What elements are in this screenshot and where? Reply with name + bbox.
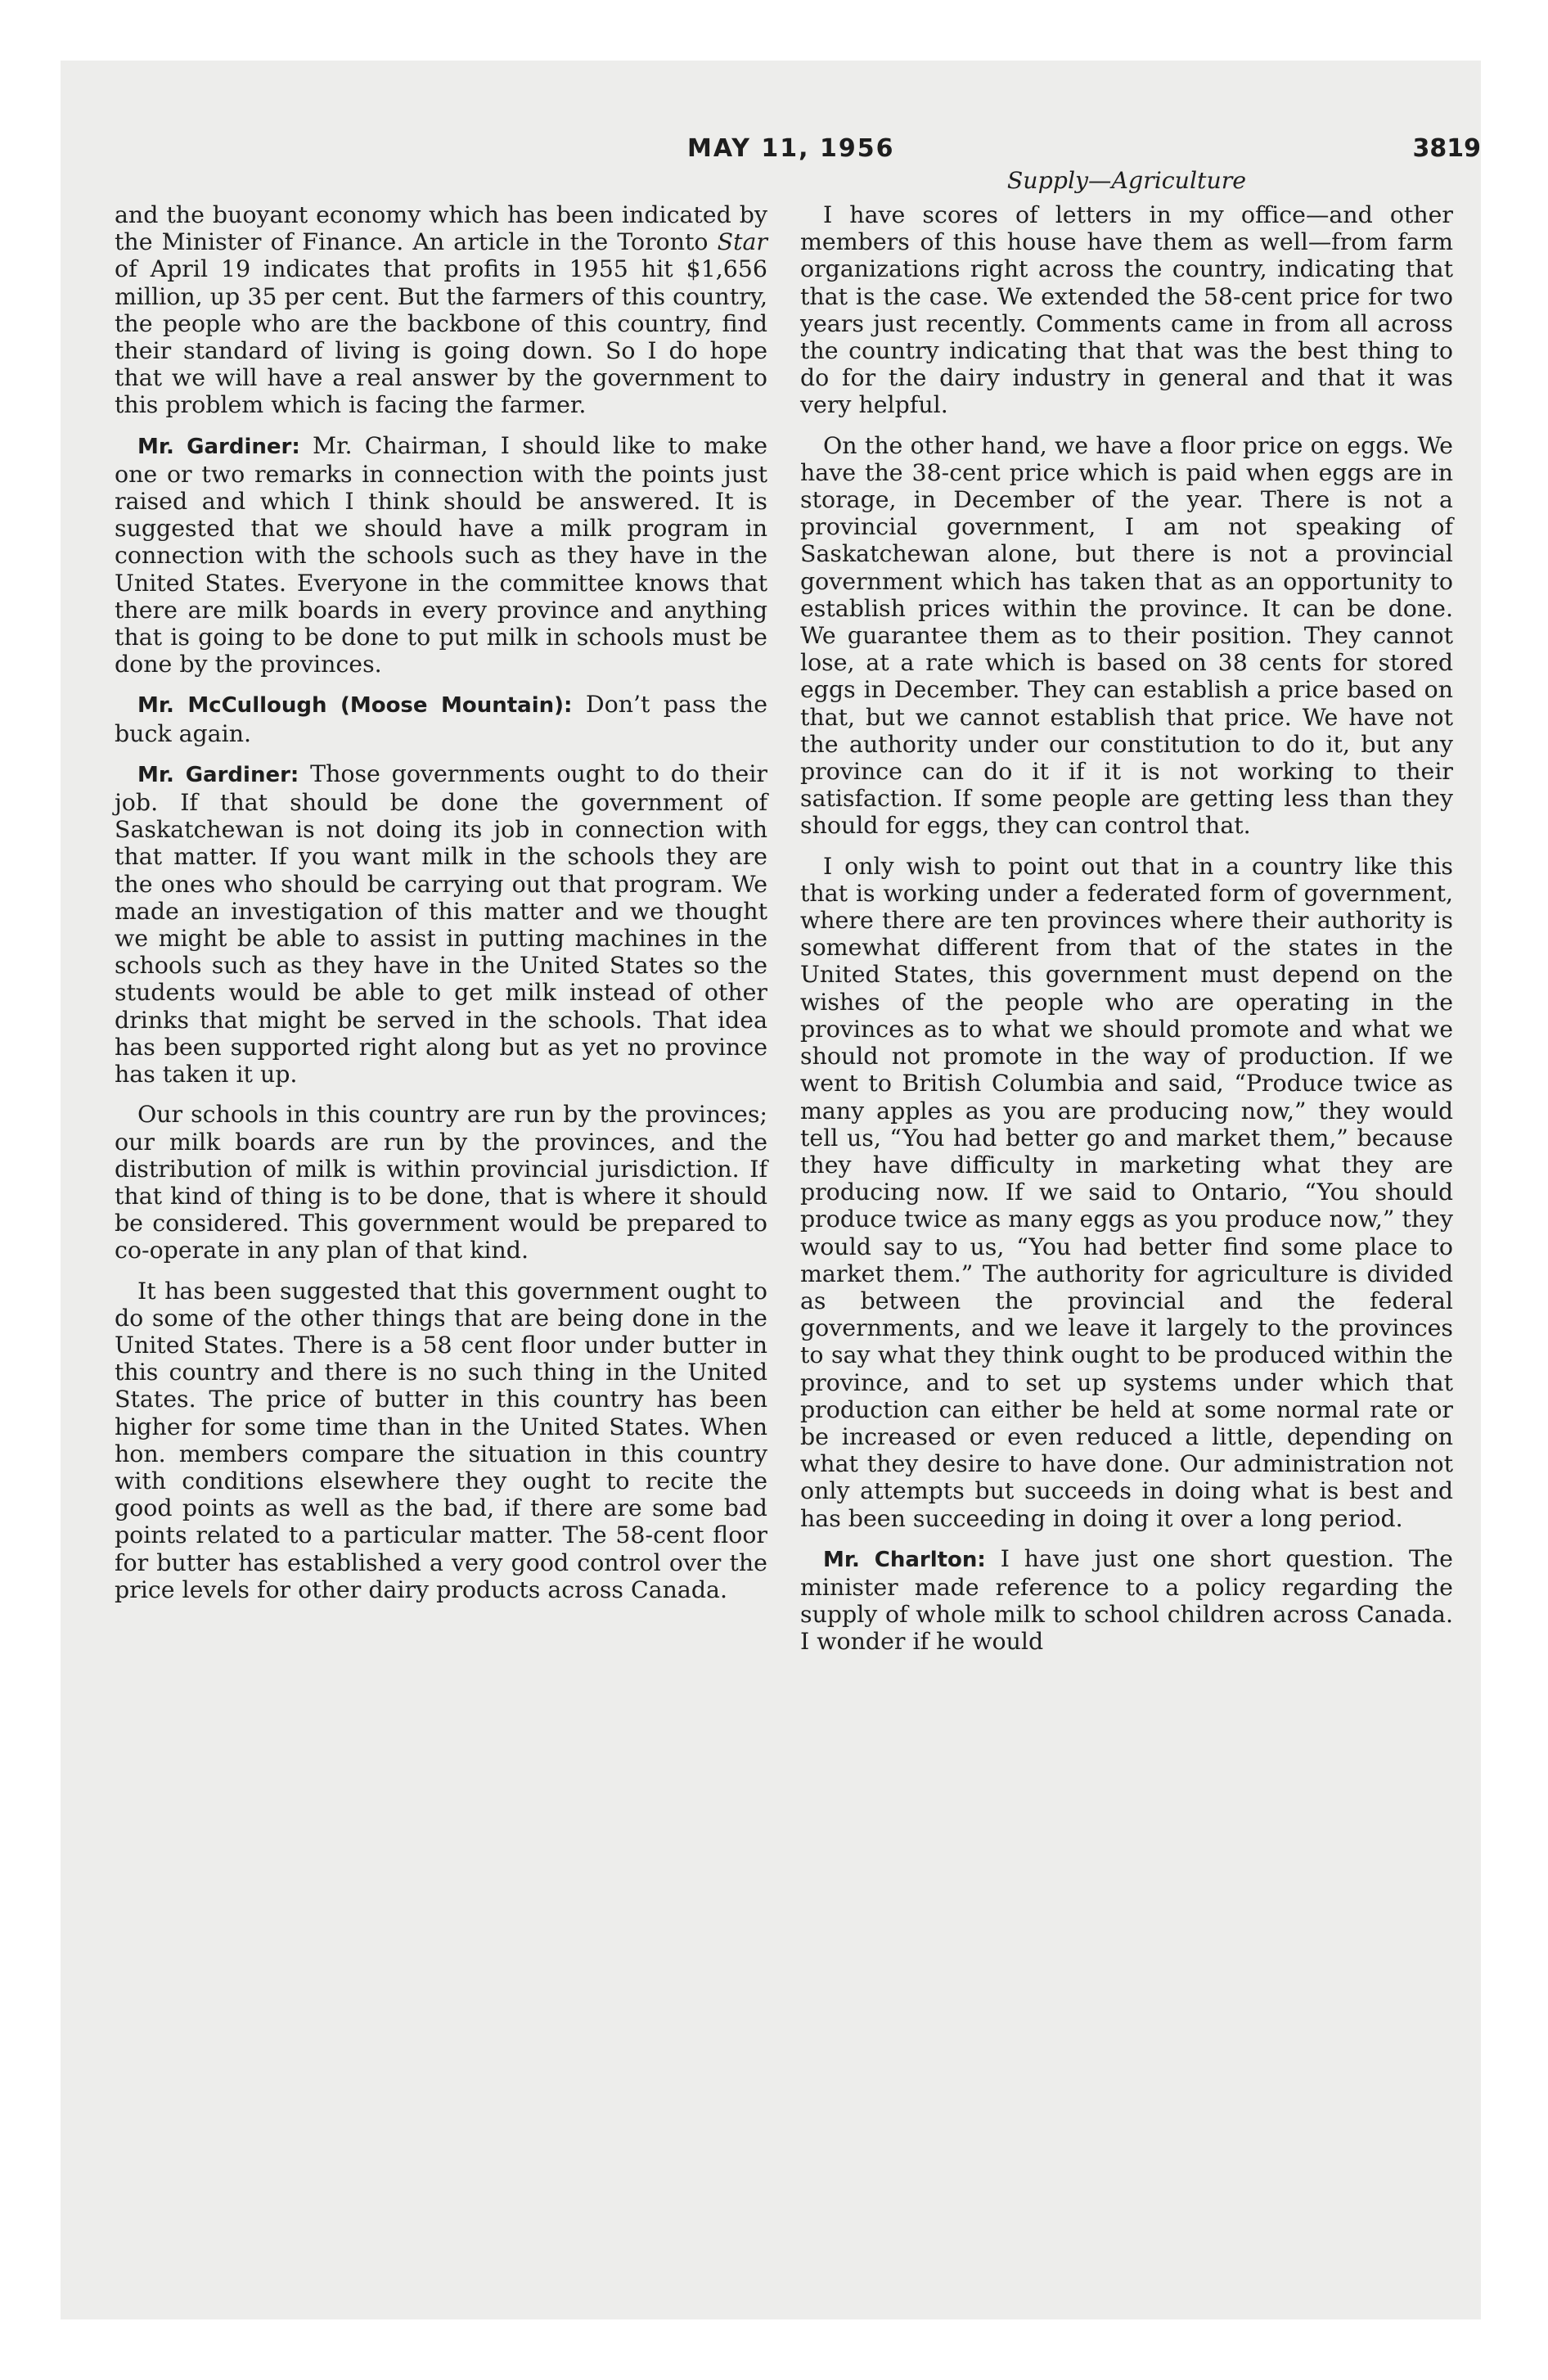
- speaker-name: Mr. Gardiner:: [137, 434, 300, 459]
- paragraph-text: of April 19 indicates that profits in 1955 hit $1,656 million, up 35 per cent. But the farmers of this country, the people who are the backbone of this country, find their standard of living is going down. So I do hope that we will have a real answer by the government to this problem which is facing the farmer.: [115, 255, 767, 419]
- paragraph-text: Those governments ought to do their job. If that should be done the government of Saskatchewan is not doing its job in connection with that matter. If you want milk in the schools they are the ones who should be carrying out that program. We made an investigation of this matter and we thought we might be able to assist in putting machines in the schools such as they have in the United States so the students would be able to get milk instead of other drinks that might be served in the schools. That idea has been supported right along but as yet no province has taken it up.: [115, 760, 768, 1089]
- paragraph-text: Don’t pass the buck again.: [115, 691, 767, 747]
- paragraph-text: I have scores of letters in my office—and other members of this house have them as well—from farm organizations right across the country, indicating that that is the case. We extended the 58-cent price for two years just recently. Comments came in from all across the country indicating that that was the best thing to do for the dairy industry in general and that it was very helpful.: [800, 201, 1453, 419]
- paragraph-text: and the buoyant economy which has been indicated by the Minister of Finance. An article in the Toronto: [115, 201, 767, 256]
- right-column: [800, 201, 1453, 1669]
- speech-paragraph: [800, 1545, 1453, 1656]
- paragraph: [800, 201, 1453, 419]
- speech-paragraph: [115, 760, 767, 1088]
- page-number: 3819: [1412, 134, 1481, 163]
- paragraph-text: On the other hand, we have a floor price on eggs. We have the 38-cent price which is paid when eggs are in storage, in December of the year. There is not a provincial government, I am not speaking of Saskatchewan alone, but there is not a provincial government which has taken that as an opportunity to establish prices within the province. It can be done. We guarantee them as to their position. They cannot lose, at a rate which is based on 38 cents for stored eggs in December. They can establish a price based on that, but we cannot establish that price. We have not the authority under our constitution to do it, but any province can do it if it is not working to their satisfaction. If some people are getting less than they should for eggs, they can control that.: [800, 431, 1453, 840]
- paragraph-text: Our schools in this country are run by the provinces; our milk boards are run by the provinces, and the distribution of milk is within provincial jurisdiction. If that kind of thing is to be done, that is where it should be considered. This government would be prepared to co-operate in any plan of that kind.: [115, 1101, 767, 1264]
- speaker-name: Mr. Gardiner:: [137, 762, 299, 787]
- paragraph: [115, 1101, 767, 1264]
- left-column: [115, 201, 767, 1616]
- paragraph-text: I only wish to point out that in a country like this that is working under a federated form of government, where there are ten provinces where their authority is somewhat different from that of the states in the United States, this government must depend on the wishes of the people who are operating in the provinces as to what we should promote and what we should not promote in the way of production. If we went to British Columbia and said, “Produce twice as many apples as you are producing now,” they would tell us, “You had better go and market them,” because they have difficulty in marketing what they are producing now. If we said to Ontario, “You should produce twice as many eggs as you produce now,” they would say to us, “You had better find some place to market them.” The authority for agriculture is divided as between the provincial and the federal governments, and we leave it largely to the provinces to say what they think ought to be produced within the province, and to set up systems under which that production can either be held at some normal rate or be increased or even reduced a little, depending on what they desire to have done. Our administration not only attempts but succeeds in doing what is best and has been succeeding in doing it over a long period.: [800, 852, 1453, 1532]
- section-subheading: Supply—Agriculture: [1006, 167, 1247, 194]
- newspaper-name: Star: [717, 228, 767, 256]
- paragraph-text: I have just one short question. The minister made reference to a policy regarding the supply of whole milk to school children across Canada. I wonder if he would: [800, 1544, 1453, 1656]
- header-date: MAY 11, 1956: [687, 134, 895, 163]
- speaker-name: Mr. McCullough (Moose Mountain):: [137, 693, 573, 719]
- speaker-name: Mr. Charlton:: [823, 1547, 986, 1572]
- paragraph: [800, 853, 1453, 1532]
- speech-paragraph: [115, 432, 767, 678]
- paragraph: [800, 432, 1453, 840]
- speech-paragraph: [115, 691, 767, 746]
- paragraph: [115, 1278, 767, 1603]
- paragraph-text: It has been suggested that this government ought to do some of the other things that are being done in the United States. There is a 58 cent floor under butter in this country and there is no such thing in the United States. The price of butter in this country has been higher for some time than in the United States. When hon. members compare the situation in this country with conditions elsewhere they ought to recite the good points as well as the bad, if there are some bad points related to a particular matter. The 58-cent floor for butter has established a very good control over the price levels for other dairy products across Canada.: [115, 1277, 767, 1603]
- paragraph-text: Mr. Chairman, I should like to make one or two remarks in connection with the points just raised and which I think should be answered. It is suggested that we should have a milk program in connection with the schools such as they have in the United States. Everyone in the committee knows that there are milk boards in every province and anything that is going to be done to put milk in schools must be done by the provinces.: [115, 431, 768, 678]
- paragraph: [115, 201, 767, 419]
